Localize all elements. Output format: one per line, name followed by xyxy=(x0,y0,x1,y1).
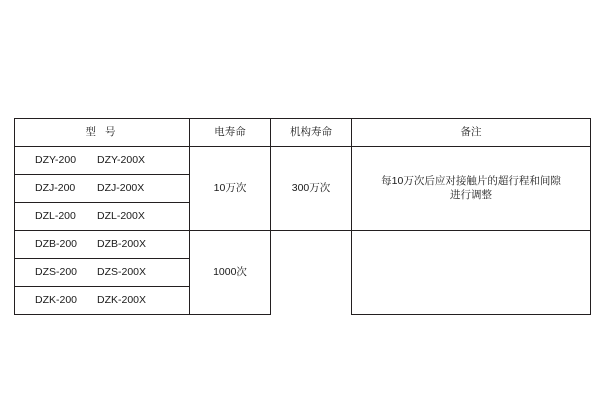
column-header-electrical-life: 电寿命 xyxy=(190,119,271,147)
model-cell xyxy=(15,147,190,175)
model-cell xyxy=(15,231,190,259)
column-header-mechanical-life: 机构寿命 xyxy=(271,119,352,147)
model-cell xyxy=(15,175,190,203)
model-code-variant: DZY-200X xyxy=(97,153,146,166)
model-code-variant: DZL-200X xyxy=(97,209,145,222)
specification-table xyxy=(14,118,591,315)
model-code-variant: DZK-200X xyxy=(97,293,147,306)
remark-group-2-empty xyxy=(352,231,591,315)
remark-cell xyxy=(352,147,591,231)
table-row xyxy=(15,231,591,259)
model-code-variant: DZJ-200X xyxy=(97,181,145,194)
model-cell xyxy=(15,259,190,287)
table-row xyxy=(15,147,591,175)
column-header-model: 型 号 xyxy=(15,119,190,147)
model-code-variant: DZS-200X xyxy=(97,265,147,278)
remark-line-2: 进行调整 xyxy=(450,188,492,201)
electrical-life-group-2: 1000次 xyxy=(190,231,271,315)
mechanical-life-group-2-empty xyxy=(271,231,352,315)
mechanical-life-group-1: 300万次 xyxy=(271,147,352,231)
model-code-primary: DZS-200 xyxy=(35,265,78,278)
electrical-life-group-1: 10万次 xyxy=(190,147,271,231)
model-code-primary: DZJ-200 xyxy=(35,181,76,194)
model-cell xyxy=(15,287,190,315)
model-code-primary: DZB-200 xyxy=(35,237,78,250)
model-code-primary: DZY-200 xyxy=(35,153,77,166)
model-code-primary: DZK-200 xyxy=(35,293,78,306)
model-code-primary: DZL-200 xyxy=(35,209,76,222)
model-cell xyxy=(15,203,190,231)
column-header-remark: 备注 xyxy=(352,119,591,147)
table-header-row xyxy=(15,119,591,147)
model-code-variant: DZB-200X xyxy=(97,237,147,250)
remark-line-1: 每10万次后应对接触片的超行程和间隙 xyxy=(381,175,561,188)
